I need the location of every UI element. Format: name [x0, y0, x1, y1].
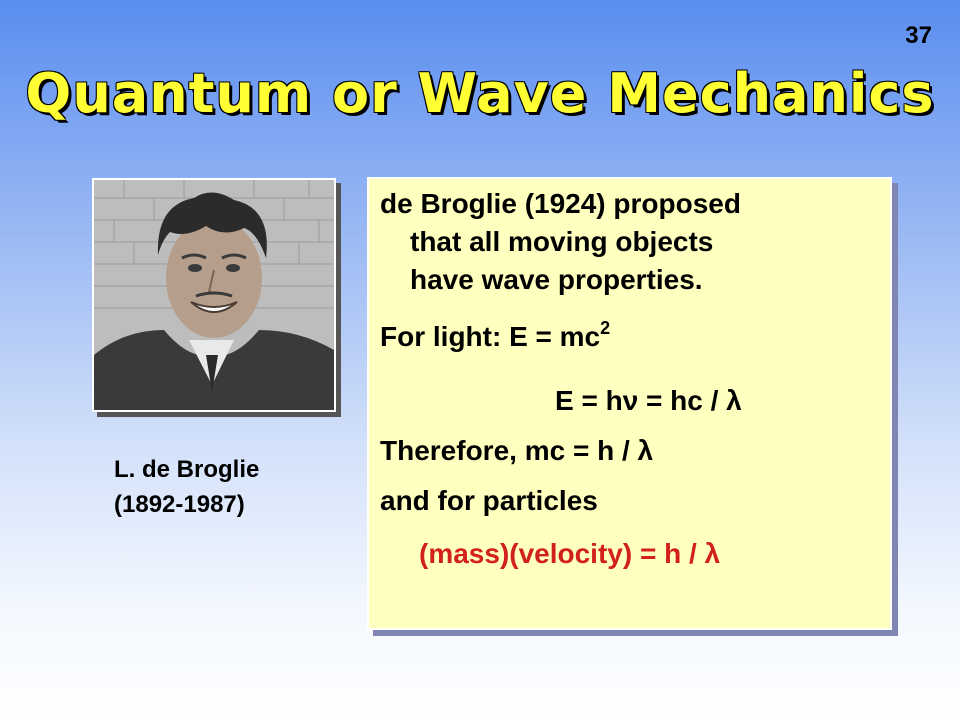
- particles-text: and for particles: [380, 485, 598, 516]
- light-equation-text: For light: E = mc: [380, 321, 601, 352]
- slide-number: 37: [905, 22, 932, 49]
- caption-years: (1892-1987): [114, 491, 245, 518]
- de-broglie-portrait: [92, 178, 336, 412]
- light-equation-exponent: 2: [600, 318, 611, 338]
- slide-title: Quantum or Wave Mechanics: [25, 62, 935, 125]
- portrait-caption: [114, 452, 259, 522]
- therefore-equation: Therefore, mc = h / λ: [380, 435, 654, 466]
- light-equation: [380, 318, 610, 356]
- intro-line-3: have wave properties.: [410, 264, 703, 295]
- caption-name: L. de Broglie: [114, 456, 260, 483]
- mass-velocity-equation: (mass)(velocity) = h / λ: [419, 538, 721, 569]
- portrait-image: [94, 180, 334, 410]
- energy-frequency-equation: E = hν = hc / λ: [555, 385, 742, 416]
- intro-line-2: that all moving objects: [410, 226, 714, 257]
- intro-line-1: de Broglie (1924) proposed: [380, 188, 741, 219]
- content-box: [367, 177, 892, 630]
- intro-paragraph: [380, 185, 741, 299]
